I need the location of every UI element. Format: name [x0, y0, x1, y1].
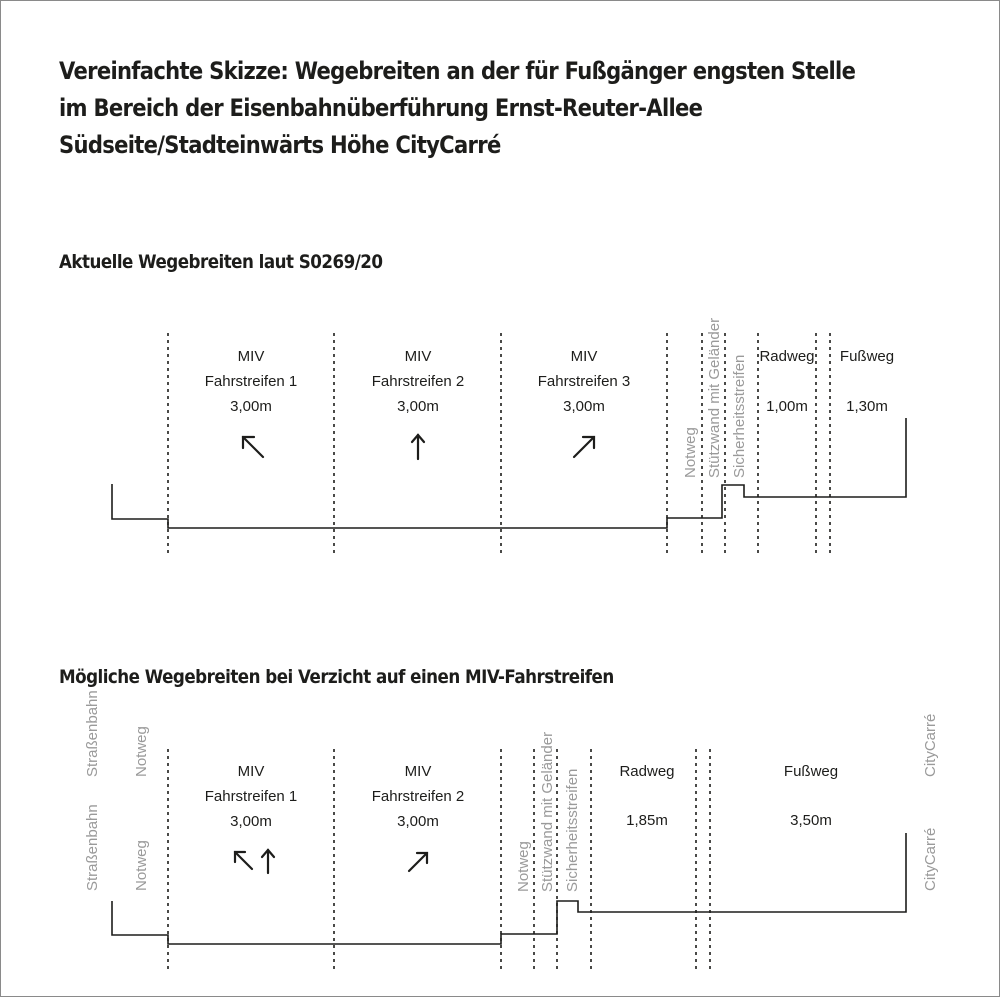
- arrow-up-left-icon: [243, 437, 263, 457]
- lane-2: [372, 763, 465, 871]
- lane-dividers: [168, 749, 710, 971]
- fussweg-width: 1,30m: [846, 398, 888, 415]
- lane-2-width: 3,00m: [397, 398, 439, 415]
- radweg-label: Radweg: [759, 348, 815, 365]
- proposed-cross-section-diagram: [1, 721, 1000, 981]
- lane-3-width: 3,00m: [563, 398, 605, 415]
- lane-2-kind: MIV: [404, 763, 432, 780]
- arrow-up-left-and-up-icon: [235, 850, 274, 873]
- label-notweg-right: Notweg: [515, 841, 532, 892]
- radweg-segment: [759, 348, 814, 415]
- cross-section-profile: [112, 418, 906, 528]
- title-line-1: Vereinfachte Skizze: Wegebreiten an der für Fußgänger engsten Stelle: [59, 57, 856, 85]
- arrow-up-right-icon: [409, 853, 427, 871]
- label-notweg-right: Notweg: [682, 427, 699, 478]
- lane-1-kind: MIV: [237, 348, 265, 365]
- radweg-width: 1,85m: [626, 812, 668, 829]
- arrow-up-right-icon: [574, 437, 594, 457]
- fussweg-segment: [840, 348, 894, 415]
- lane-1-width: 3,00m: [230, 813, 272, 830]
- fussweg-segment: [784, 763, 838, 829]
- label-strassenbahn: Straßenbahn: [84, 690, 101, 777]
- label-notweg-left: Notweg: [133, 726, 150, 777]
- proposed-section-heading: Mögliche Wegebreiten bei Verzicht auf einen MIV-Fahrstreifen: [59, 666, 614, 688]
- label-sicherheitsstreifen: Sicherheitsstreifen: [564, 768, 581, 892]
- lane-2-name: Fahrstreifen 2: [371, 788, 465, 805]
- current-section-heading: Aktuelle Wegebreiten laut S0269/20: [59, 251, 383, 273]
- fussweg-label: Fußweg: [839, 348, 895, 365]
- title-line-2: im Bereich der Eisenbahnüberführung Ernst-Reuter-Allee: [59, 94, 703, 122]
- lane-1: [205, 348, 298, 457]
- label-citycarre: CityCarré: [922, 713, 939, 777]
- arrow-up-icon: [412, 435, 424, 459]
- fussweg-label: Fußweg: [783, 763, 839, 780]
- lane-2-width: 3,00m: [397, 813, 439, 830]
- lane-1: [205, 763, 298, 873]
- label-citycarre: CityCarré: [922, 827, 939, 891]
- lane-2-name: Fahrstreifen 2: [371, 373, 465, 390]
- label-stuetzwand: Stützwand mit Geländer: [706, 317, 723, 478]
- label-stuetzwand: Stützwand mit Geländer: [539, 731, 556, 892]
- radweg-segment: [619, 763, 674, 829]
- lane-3: [538, 348, 631, 457]
- lane-1-name: Fahrstreifen 1: [204, 373, 298, 390]
- fussweg-width: 3,50m: [790, 812, 832, 829]
- lane-2-kind: MIV: [404, 348, 432, 365]
- radweg-width: 1,00m: [766, 398, 808, 415]
- title-line-3: Südseite/Stadteinwärts Höhe CityCarré: [59, 131, 501, 159]
- cross-section-profile: [112, 833, 906, 944]
- lane-1-width: 3,00m: [230, 398, 272, 415]
- label-sicherheitsstreifen: Sicherheitsstreifen: [731, 354, 748, 478]
- lane-2: [372, 348, 465, 459]
- label-notweg-left: Notweg: [133, 840, 150, 891]
- lane-3-name: Fahrstreifen 3: [537, 373, 631, 390]
- lane-3-kind: MIV: [570, 348, 598, 365]
- radweg-label: Radweg: [619, 763, 675, 780]
- lane-1-name: Fahrstreifen 1: [204, 788, 298, 805]
- lane-1-kind: MIV: [237, 763, 265, 780]
- label-strassenbahn: Straßenbahn: [84, 804, 101, 891]
